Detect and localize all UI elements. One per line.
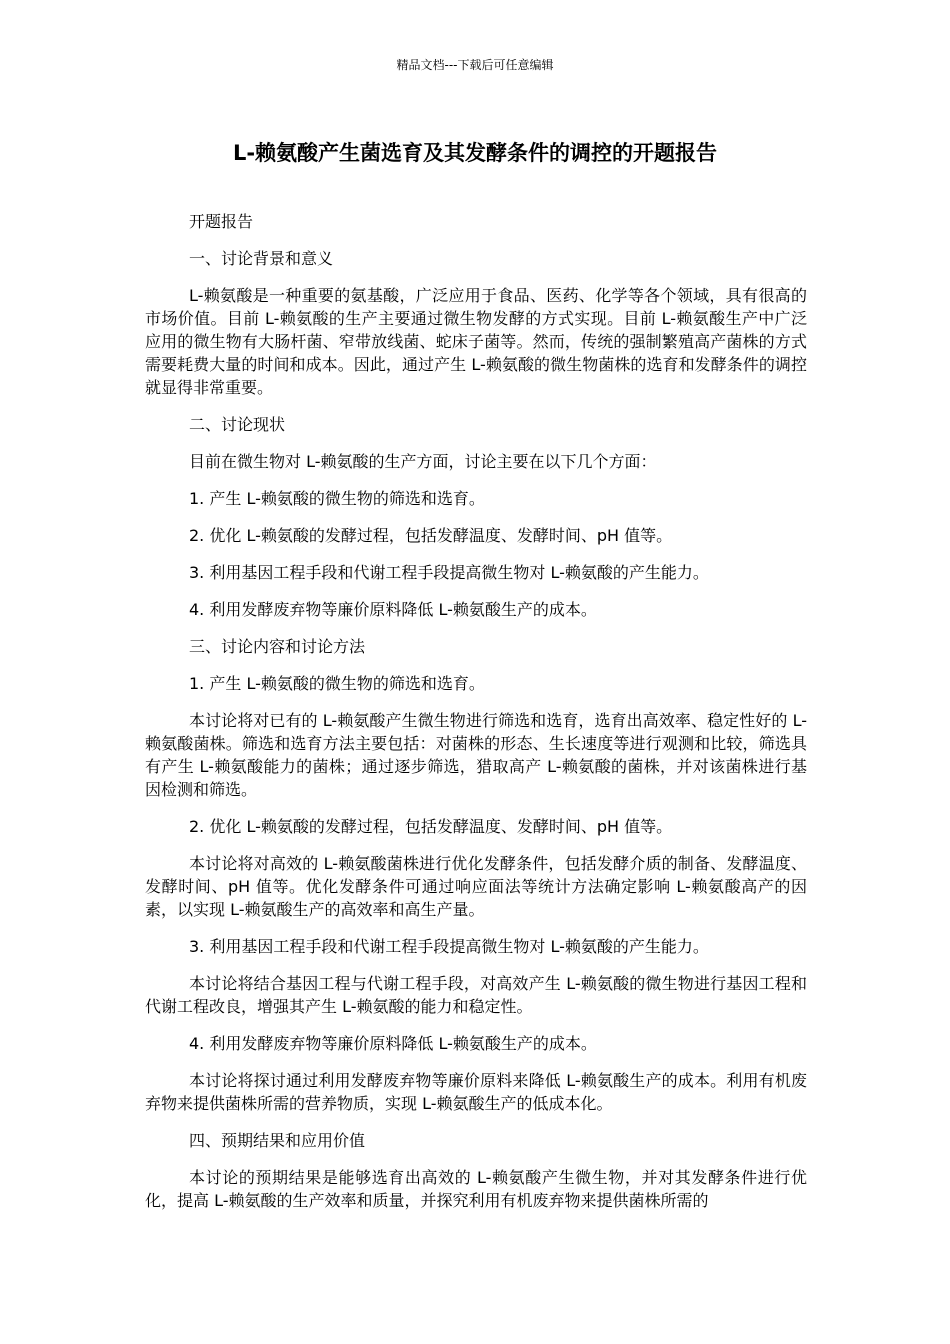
methods-item-4-heading: 4. 利用发酵废弃物等廉价原料降低 L-赖氨酸生产的成本。 (189, 1034, 597, 1053)
paragraph-expected-results: 本讨论的预期结果是能够选育出高效的 L-赖氨酸产生微生物，并对其发酵条件进行优化，提高 L-赖氨酸的生产效率和质量，并探究利用有机废弃物来提供菌株所需的 (145, 1168, 807, 1210)
methods-item-3-body: 本讨论将结合基因工程与代谢工程手段，对高效产生 L-赖氨酸的微生物进行基因工程和代谢工程改良，增强其产生 L-赖氨酸的能力和稳定性。 (145, 974, 807, 1016)
methods-item-2-body: 本讨论将对高效的 L-赖氨酸菌株进行优化发酵条件，包括发酵介质的制备、发酵温度、发酵时间、pH 值等。优化发酵条件可通过响应面法等统计方法确定影响 L-赖氨酸高产的因素，以实现 L-赖氨酸生产的高效率和高生产量。 (145, 854, 807, 919)
methods-item-3-heading: 3. 利用基因工程手段和代谢工程手段提高微生物对 L-赖氨酸的产生能力。 (189, 937, 709, 956)
document-title: L-赖氨酸产生菌选育及其发酵条件的调控的开题报告 (232, 141, 718, 165)
section-heading-expected-results: 四、预期结果和应用价值 (189, 1131, 366, 1150)
section-heading-methods: 三、讨论内容和讨论方法 (189, 637, 366, 656)
methods-item-2-heading: 2. 优化 L-赖氨酸的发酵过程，包括发酵温度、发酵时间、pH 值等。 (189, 817, 673, 836)
document-body (145, 210, 807, 1226)
status-list-item-4: 4. 利用发酵废弃物等廉价原料降低 L-赖氨酸生产的成本。 (189, 600, 597, 619)
section-heading-background: 一、讨论背景和意义 (189, 249, 334, 268)
methods-item-1-body: 本讨论将对已有的 L-赖氨酸产生微生物进行筛选和选育，选育出高效率、稳定性好的 L-赖氨酸菌株。筛选和选育方法主要包括：对菌株的形态、生长速度等进行观测和比较，筛选具有产生 L-赖氨酸能力的菌株；通过逐步筛选，猎取高产 L-赖氨酸的菌株，并对该菌株进行基因检测和筛选。 (145, 711, 807, 799)
section-heading-status: 二、讨论现状 (189, 415, 286, 434)
methods-item-1-heading: 1. 产生 L-赖氨酸的微生物的筛选和选育。 (189, 674, 485, 693)
status-list-item-1: 1. 产生 L-赖氨酸的微生物的筛选和选育。 (189, 489, 485, 508)
paragraph-background: L-赖氨酸是一种重要的氨基酸，广泛应用于食品、医药、化学等各个领域，具有很高的市场价值。目前 L-赖氨酸的生产主要通过微生物发酵的方式实现。目前 L-赖氨酸生产中广泛应用的微生物有大肠杆菌、窄带放线菌、蛇床子菌等。然而，传统的强制繁殖高产菌株的方式需要耗费大量的时间和成本。因此，通过产生 L-赖氨酸的微生物菌株的选育和发酵条件的调控就显得非常重要。 (145, 286, 807, 397)
paragraph-report-label: 开题报告 (189, 212, 254, 231)
paragraph-status-intro: 目前在微生物对 L-赖氨酸的生产方面，讨论主要在以下几个方面： (189, 452, 657, 471)
status-list-item-3: 3. 利用基因工程手段和代谢工程手段提高微生物对 L-赖氨酸的产生能力。 (189, 563, 709, 582)
page-header-watermark: 精品文档---下载后可任意编辑 (396, 58, 554, 72)
methods-item-4-body: 本讨论将探讨通过利用发酵废弃物等廉价原料来降低 L-赖氨酸生产的成本。利用有机废弃物来提供菌株所需的营养物质，实现 L-赖氨酸生产的低成本化。 (145, 1071, 807, 1113)
status-list-item-2: 2. 优化 L-赖氨酸的发酵过程，包括发酵温度、发酵时间、pH 值等。 (189, 526, 673, 545)
